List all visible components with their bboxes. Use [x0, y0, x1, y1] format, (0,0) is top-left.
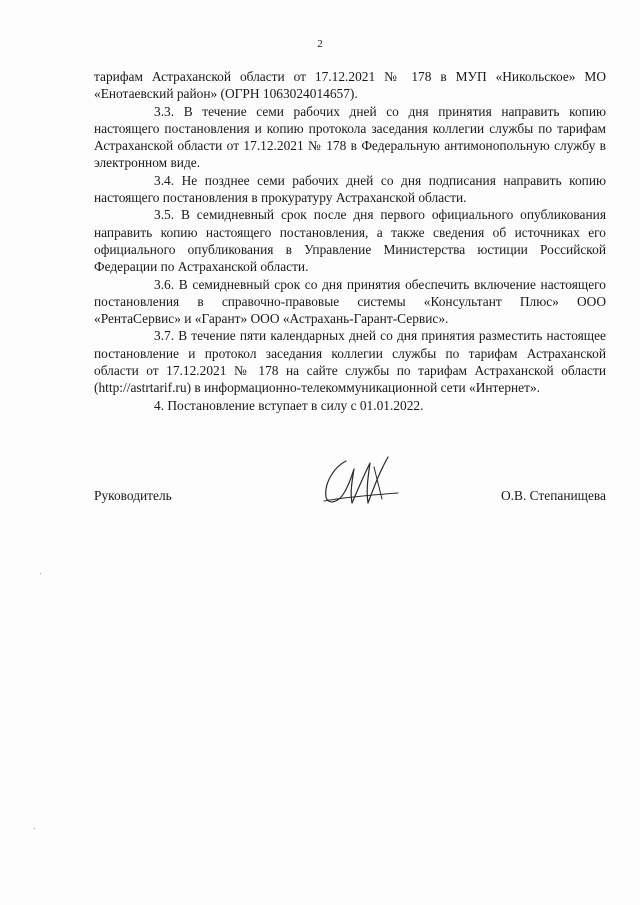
page-number: 2	[317, 38, 323, 50]
scan-speck	[40, 573, 41, 574]
paragraph-3-7: 3.7. В течение пяти календарных дней со дня принятия разместить настоящее постановление и протокол заседания коллегии службы по тарифам Астраханской области от 17.12.2021 № 178 на сайте службы по тарифам Астраханской области (http://astrtarif.ru) в информационно-телекоммуникационной сети «Интернет».	[94, 328, 606, 396]
handwritten-signature	[316, 453, 406, 513]
paragraph-4: 4. Постановление вступает в силу с 01.01.2022.	[154, 397, 424, 413]
paragraph-3-4: 3.4. Не позднее семи рабочих дней со дня подписания направить копию настоящего постановления в прокуратуру Астраханской области.	[94, 172, 606, 206]
paragraph-3-3: 3.3. В течение семи рабочих дней со дня принятия направить копию настоящего постановления и копию протокола заседания коллегии службы по тарифам Астраханской области от 17.12.2021 № 178 в Федеральную антимонопольную службу в электронном виде.	[94, 103, 606, 171]
paragraph-3-5: 3.5. В семидневный срок после дня первого официального опубликования направить копию настоящего постановления, а также сведения об источниках его официального опубликования в Управление Министерства юстиции Российской Федерации по Астраханской области.	[94, 207, 606, 275]
scan-speck	[34, 828, 35, 829]
document-body	[94, 68, 606, 414]
signer-name: О.В. Степанищева	[501, 488, 606, 503]
paragraph-3-6: 3.6. В семидневный срок со дня принятия обеспечить включение настоящего постановления в справочно-правовые системы «Консультант Плюс» ООО «РентаСервис» и «Гарант» ООО «Астрахань-Гарант-Сервис».	[94, 276, 606, 327]
signature-block	[94, 483, 606, 523]
paragraph-continuation: тарифам Астраханской области от 17.12.2021 № 178 в МУП «Никольское» МО «Енотаевский район» (ОГРН 1063024014657).	[94, 69, 606, 102]
signer-title: Руководитель	[94, 488, 172, 503]
